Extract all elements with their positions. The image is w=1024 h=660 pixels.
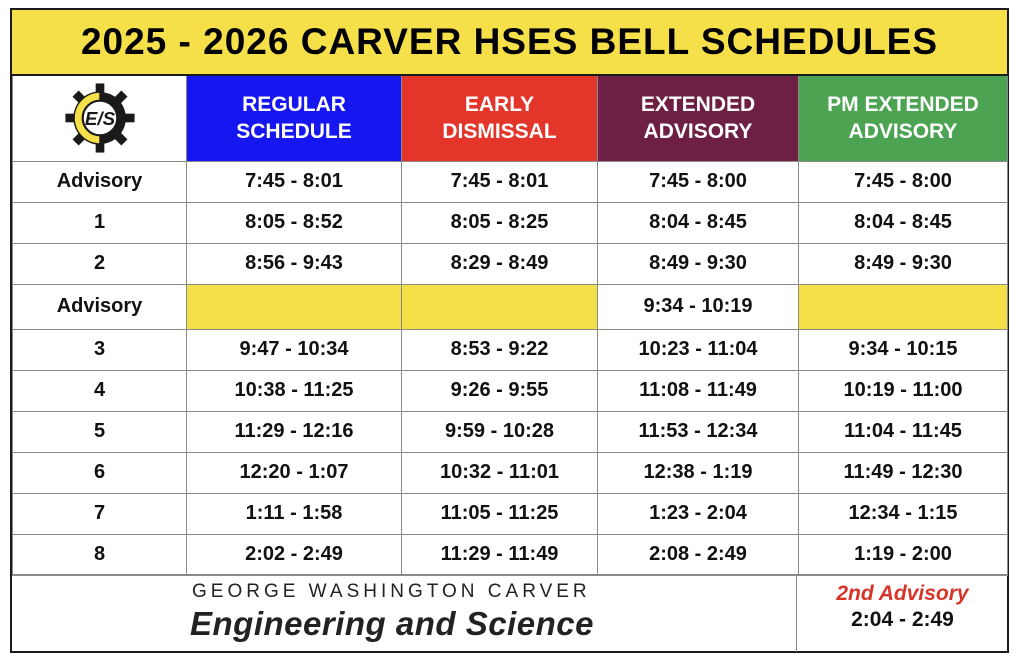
time-cell: 10:23 - 11:04 <box>598 329 799 370</box>
time-cell: 12:38 - 1:19 <box>598 452 799 493</box>
time-cell: 8:05 - 8:25 <box>402 202 598 243</box>
column-header-regular <box>187 76 402 161</box>
table-row <box>13 161 1008 202</box>
time-cell: 8:49 - 9:30 <box>598 243 799 284</box>
table-row <box>13 534 1008 575</box>
school-name-line1: GEORGE WASHINGTON CARVER <box>192 581 591 602</box>
table-row <box>13 493 1008 534</box>
time-cell: 9:59 - 10:28 <box>402 411 598 452</box>
time-cell: 10:38 - 11:25 <box>187 370 402 411</box>
time-cell: 10:32 - 11:01 <box>402 452 598 493</box>
period-label: 6 <box>13 452 187 493</box>
table-row <box>13 284 1008 329</box>
time-cell: 12:20 - 1:07 <box>187 452 402 493</box>
column-header-line2: DISMISSAL <box>442 120 557 144</box>
table-row <box>13 452 1008 493</box>
period-label: Advisory <box>13 161 187 202</box>
time-cell: 11:29 - 11:49 <box>402 534 598 575</box>
period-label: 1 <box>13 202 187 243</box>
table-row <box>13 411 1008 452</box>
bell-schedule-frame <box>10 8 1009 653</box>
time-cell: 10:19 - 11:00 <box>799 370 1008 411</box>
time-cell: 8:56 - 9:43 <box>187 243 402 284</box>
header-row <box>13 76 1008 161</box>
time-cell: 9:34 - 10:15 <box>799 329 1008 370</box>
school-name-line2: Engineering and Science <box>190 605 594 642</box>
time-cell: 11:04 - 11:45 <box>799 411 1008 452</box>
second-advisory-block <box>798 575 1007 652</box>
column-header-line1: PM EXTENDED <box>827 93 979 117</box>
title-bar <box>12 10 1007 76</box>
period-label: 3 <box>13 329 187 370</box>
table-row <box>13 202 1008 243</box>
column-header-line2: ADVISORY <box>643 120 753 144</box>
column-header-pm-extended-advisory <box>799 76 1008 161</box>
empty-highlight-cell <box>799 284 1008 329</box>
gear-es-logo-icon <box>64 82 136 154</box>
logo-letters: E/S <box>84 108 115 130</box>
time-cell: 11:49 - 12:30 <box>799 452 1008 493</box>
time-cell: 8:53 - 9:22 <box>402 329 598 370</box>
table-row <box>13 370 1008 411</box>
school-name-block <box>12 575 797 652</box>
column-header-line1: REGULAR <box>242 93 346 117</box>
time-cell: 11:29 - 12:16 <box>187 411 402 452</box>
table-row <box>13 329 1008 370</box>
time-cell: 8:04 - 8:45 <box>598 202 799 243</box>
second-advisory-label: 2nd Advisory <box>836 582 969 605</box>
empty-highlight-cell <box>187 284 402 329</box>
logo-cell <box>13 76 187 161</box>
time-cell: 11:53 - 12:34 <box>598 411 799 452</box>
column-header-line2: ADVISORY <box>848 120 958 144</box>
footer <box>12 574 1007 651</box>
period-label: 5 <box>13 411 187 452</box>
column-header-early-dismissal <box>402 76 598 161</box>
empty-highlight-cell <box>402 284 598 329</box>
column-header-line1: EXTENDED <box>640 93 756 117</box>
time-cell: 1:11 - 1:58 <box>187 493 402 534</box>
page-title: 2025 - 2026 CARVER HSES BELL SCHEDULES <box>80 21 939 62</box>
period-label: 7 <box>13 493 187 534</box>
time-cell: 2:02 - 2:49 <box>187 534 402 575</box>
time-cell: 9:26 - 9:55 <box>402 370 598 411</box>
period-label: 8 <box>13 534 187 575</box>
time-cell: 11:05 - 11:25 <box>402 493 598 534</box>
time-cell: 1:19 - 2:00 <box>799 534 1008 575</box>
time-cell: 1:23 - 2:04 <box>598 493 799 534</box>
time-cell: 8:04 - 8:45 <box>799 202 1008 243</box>
time-cell: 7:45 - 8:01 <box>187 161 402 202</box>
column-header-line1: EARLY <box>464 93 535 117</box>
time-cell: 12:34 - 1:15 <box>799 493 1008 534</box>
time-cell: 2:08 - 2:49 <box>598 534 799 575</box>
time-cell: 7:45 - 8:00 <box>799 161 1008 202</box>
table-row <box>13 243 1008 284</box>
column-header-extended-advisory <box>598 76 799 161</box>
time-cell: 7:45 - 8:00 <box>598 161 799 202</box>
time-cell: 8:29 - 8:49 <box>402 243 598 284</box>
time-cell: 8:49 - 9:30 <box>799 243 1008 284</box>
second-advisory-time: 2:04 - 2:49 <box>851 608 954 631</box>
time-cell: 8:05 - 8:52 <box>187 202 402 243</box>
period-label: 2 <box>13 243 187 284</box>
time-cell: 11:08 - 11:49 <box>598 370 799 411</box>
period-label: 4 <box>13 370 187 411</box>
time-cell: 7:45 - 8:01 <box>402 161 598 202</box>
column-header-line2: SCHEDULE <box>236 120 352 144</box>
period-label: Advisory <box>13 284 187 329</box>
time-cell: 9:34 - 10:19 <box>598 284 799 329</box>
time-cell: 9:47 - 10:34 <box>187 329 402 370</box>
schedule-table <box>12 76 1008 576</box>
